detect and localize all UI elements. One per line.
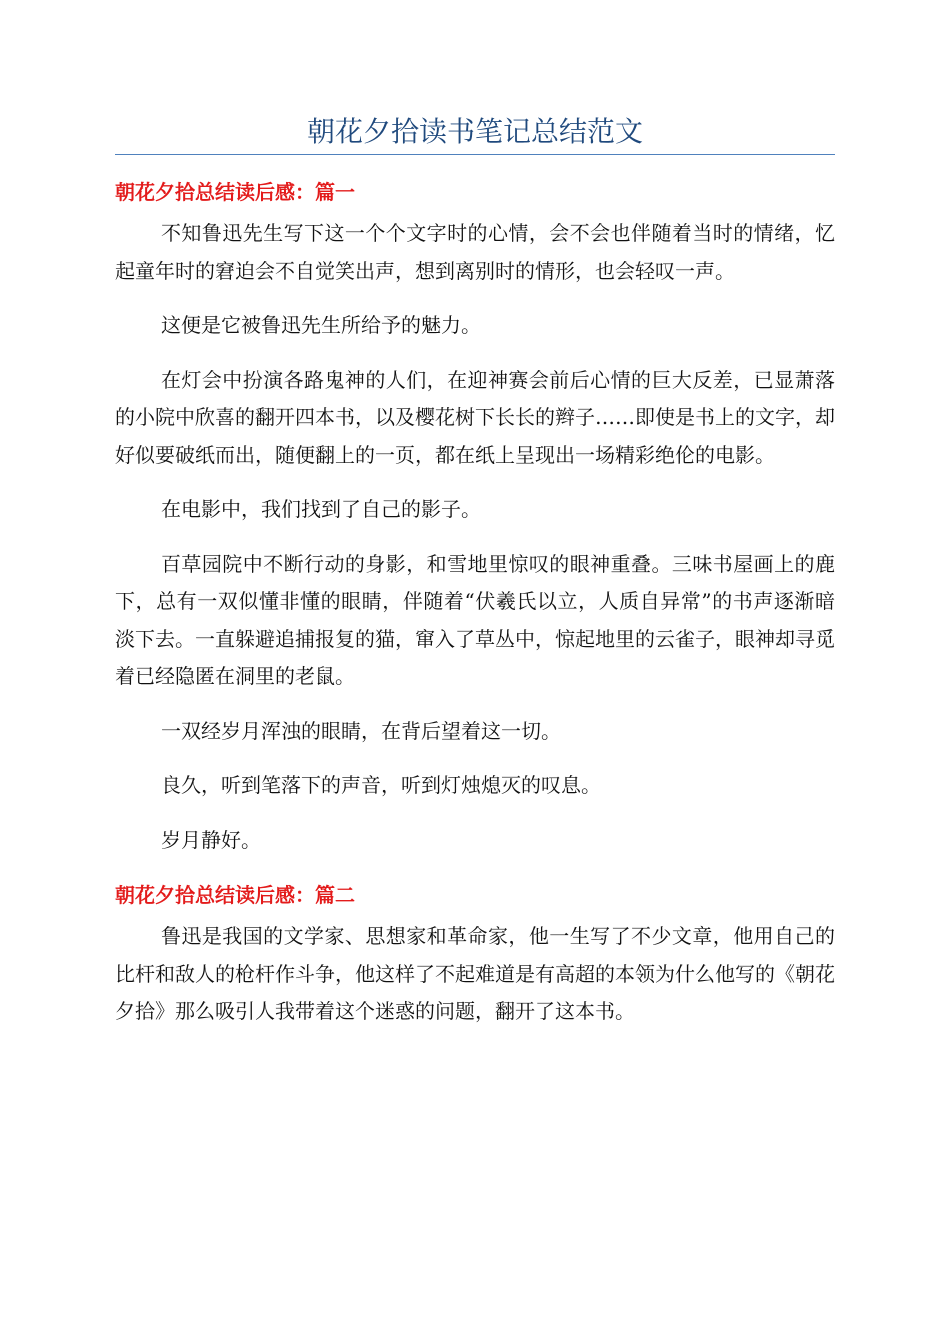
paragraph: 鲁迅是我国的文学家、思想家和革命家，他一生写了不少文章，他用自己的比杆和敌人的枪杆作斗争，他这样了不起难道是有高超的本领为什么他写的《朝花夕拾》那么吸引人我带着这个迷惑的问题，翻开了这本书。 (115, 924, 835, 1023)
paragraph: 在电影中，我们找到了自己的影子。 (161, 497, 481, 521)
paragraph: 百草园院中不断行动的身影，和雪地里惊叹的眼神重叠。三味书屋画上的鹿下，总有一双似懂非懂的眼睛，伴随着“伏羲氏以立，人质自异常”的书声逐渐暗淡下去。一直躲避追捕报复的猫，窜入了草丛中，惊起地里的云雀子，眼神却寻觅着已经隐匿在洞里的老鼠。 (115, 551, 835, 688)
paragraph: 在灯会中扮演各路鬼神的人们，在迎神赛会前后心情的巨大反差，已显萧落的小院中欣喜的翻开四本书，以及樱花树下长长的辫子……即使是书上的文字，却好似要破纸而出，随便翻上的一页，都在纸上呈现出一场精彩绝伦的电影。 (115, 367, 835, 467)
section-2 (115, 876, 835, 1031)
title-underline (115, 154, 835, 155)
paragraph: 不知鲁迅先生写下这一个个文字时的心情，会不会也伴随着当时的情绪，忆起童年时的窘迫会不自觉笑出声，想到离别时的情形，也会轻叹一声。 (115, 221, 835, 283)
paragraph: 这便是它被鲁迅先生所给予的魅力。 (161, 313, 481, 337)
document-page (115, 112, 835, 1048)
paragraph: 一双经岁月浑浊的眼睛，在背后望着这一切。 (161, 718, 561, 743)
document-title: 朝花夕拾读书笔记总结范文 (306, 115, 643, 148)
paragraph: 岁月静好。 (161, 827, 261, 852)
paragraph: 良久，听到笔落下的声音，听到灯烛熄灭的叹息。 (161, 773, 601, 797)
section-heading: 朝花夕拾总结读后感：篇二 (115, 883, 355, 907)
section-heading: 朝花夕拾总结读后感：篇一 (115, 180, 355, 204)
section-1 (115, 173, 835, 859)
